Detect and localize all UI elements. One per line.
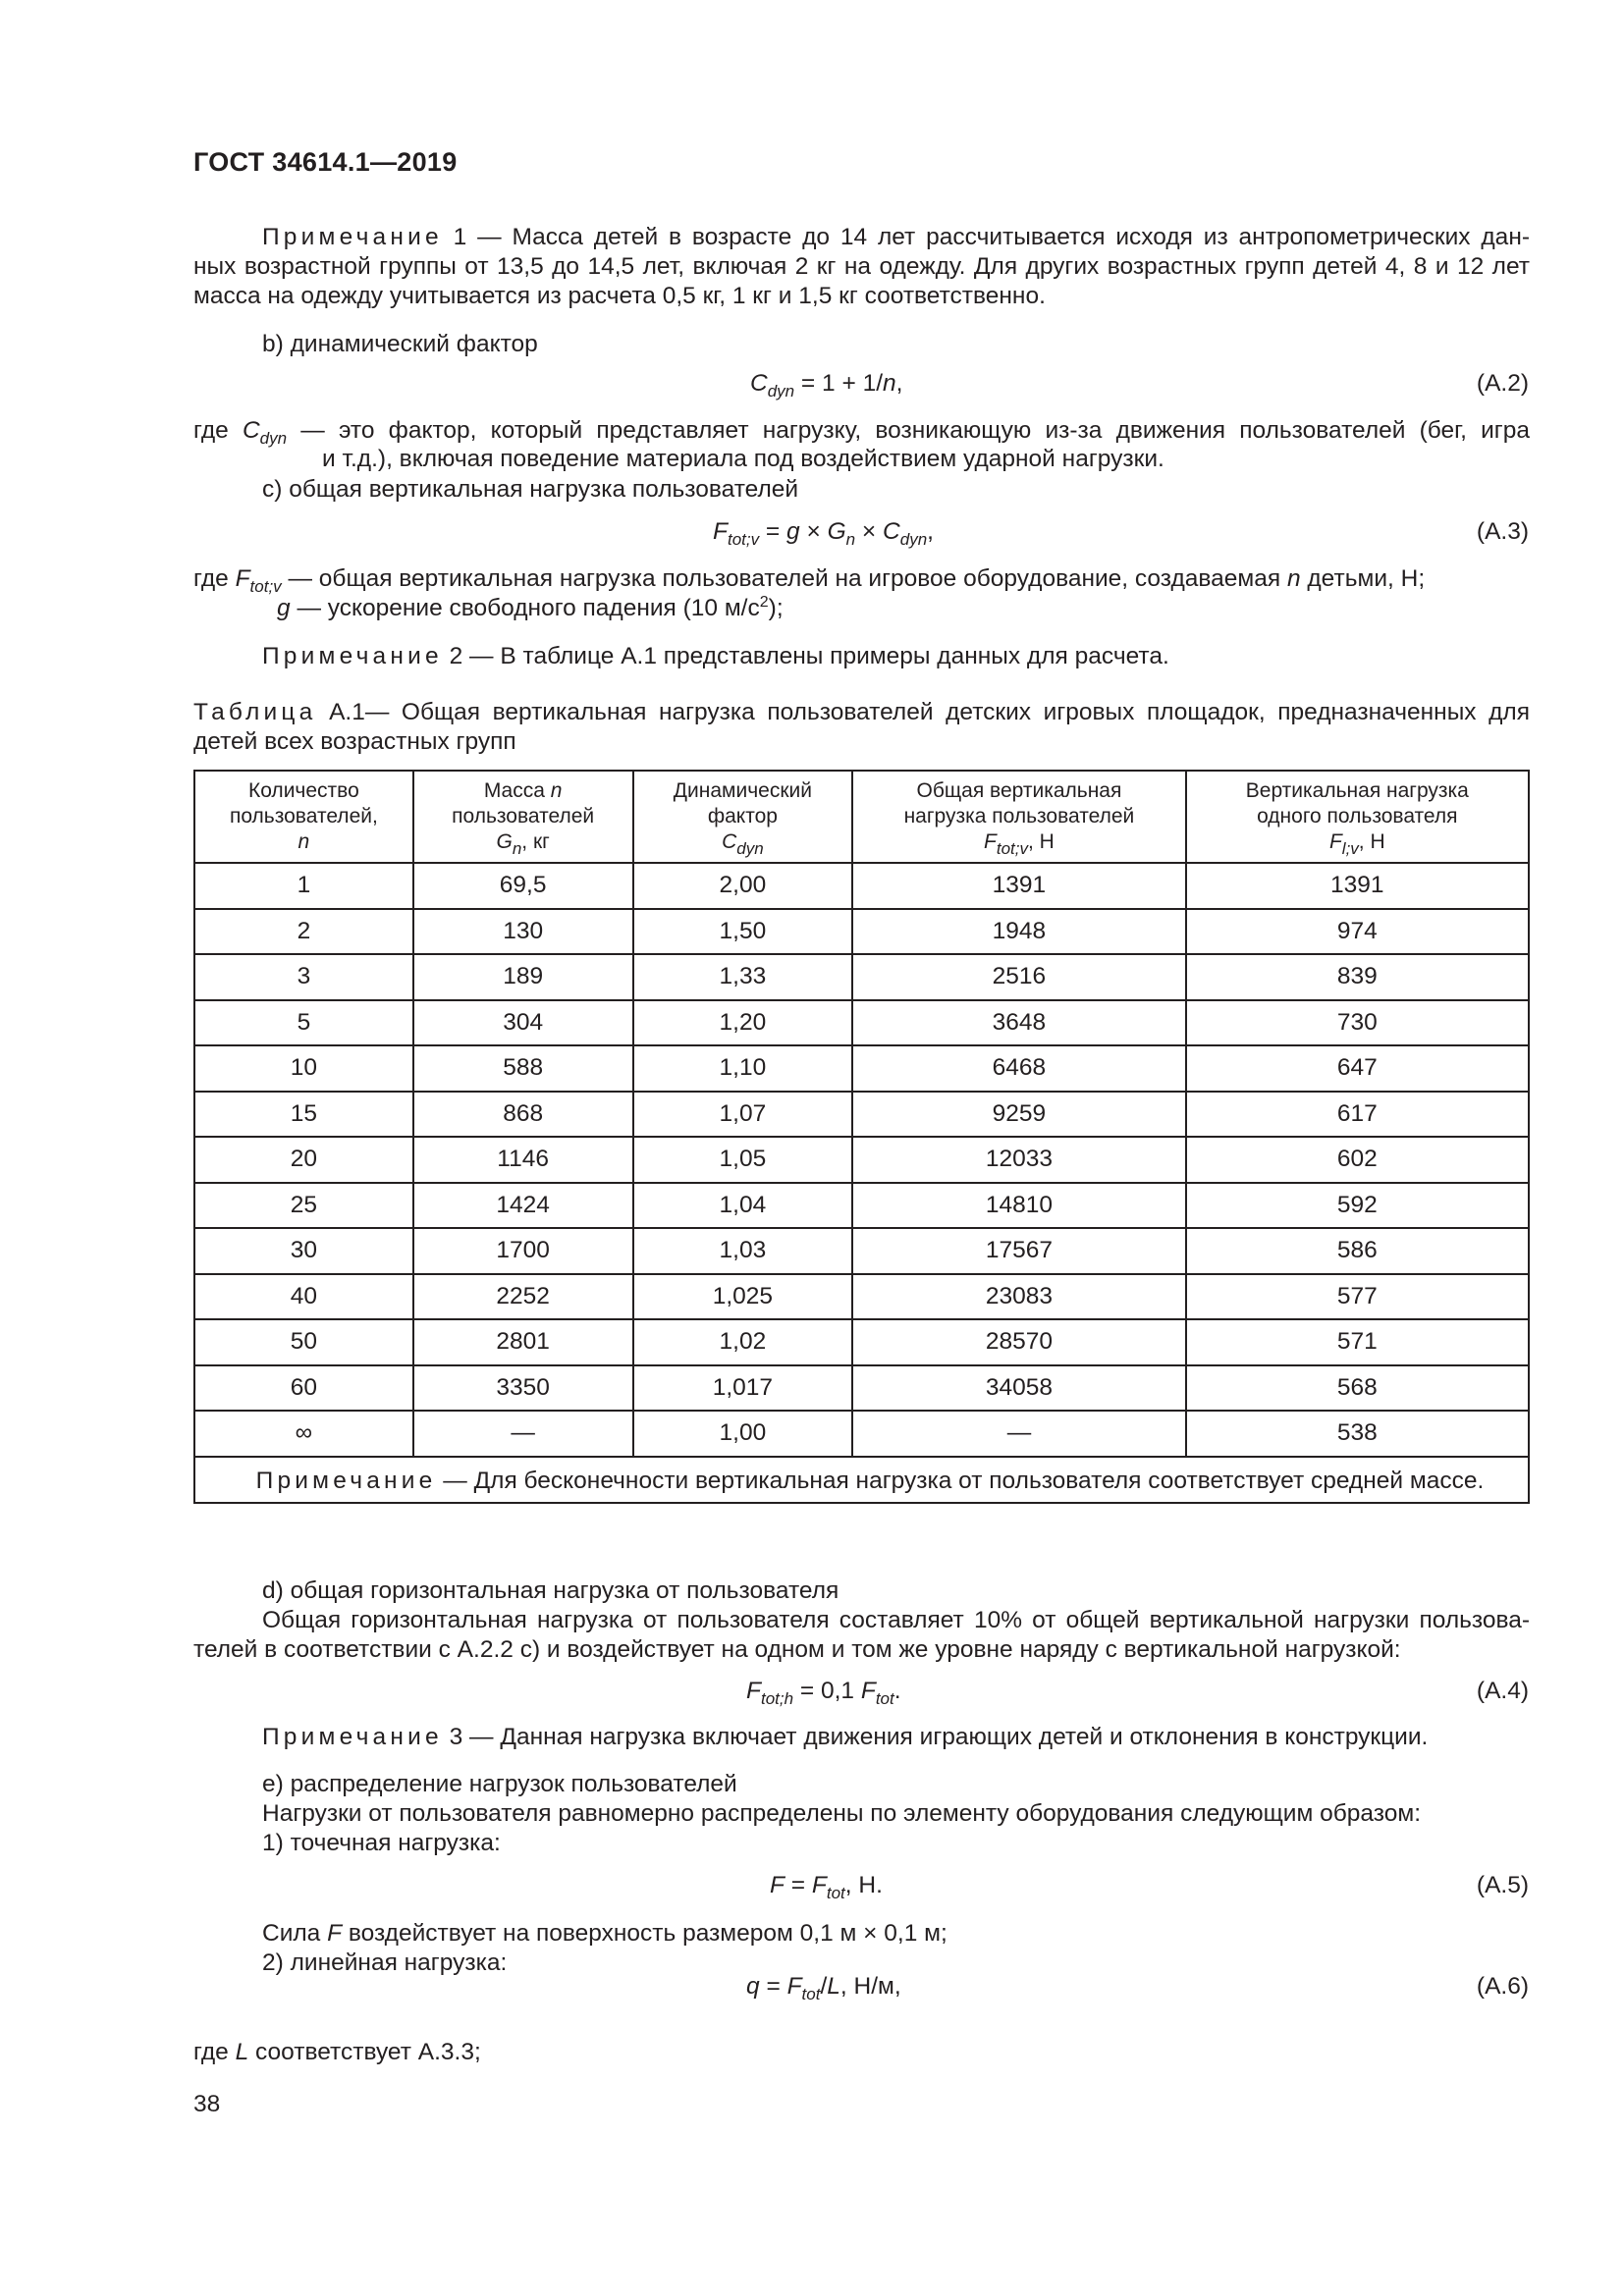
- table-cell: 568: [1186, 1365, 1529, 1412]
- table-cell: 571: [1186, 1319, 1529, 1365]
- table-cell: 1391: [852, 863, 1185, 909]
- table-cell: 189: [413, 954, 633, 1000]
- equation-a3-number: (А.3): [1476, 518, 1529, 545]
- item-b-heading: b) динамический фактор: [262, 331, 538, 357]
- table-cell: 588: [413, 1045, 633, 1092]
- table-cell: 2801: [413, 1319, 633, 1365]
- table-cell: 1,07: [633, 1092, 853, 1138]
- note1-line3: масса на одежду учитывается из расчета 0,5 кг, 1 кг и 1,5 кг соответственно.: [193, 283, 1046, 309]
- note1-line1: [262, 223, 1530, 252]
- table-row: [194, 1137, 1529, 1183]
- table-cell: 1,04: [633, 1183, 853, 1229]
- table-row: [194, 1045, 1529, 1092]
- table-cell: 592: [1186, 1183, 1529, 1229]
- table-cell: 3648: [852, 1000, 1185, 1046]
- table-cell: 974: [1186, 909, 1529, 955]
- table-cell: 1,10: [633, 1045, 853, 1092]
- table-cell: 1,02: [633, 1319, 853, 1365]
- table-cell: 538: [1186, 1411, 1529, 1457]
- table-cell: 730: [1186, 1000, 1529, 1046]
- table-row: [194, 1092, 1529, 1138]
- where-c-line1: где $F_{tot;v}$ — общая вертикальная нагрузка пользователей на игровое оборудование, создаваемая n детьми, Н;: [193, 565, 1426, 596]
- table-cell: 12033: [852, 1137, 1185, 1183]
- equation-a4-number: (А.4): [1476, 1678, 1529, 1704]
- header-single-user-load: Вертикальная нагрузка одного пользователя $F_{l;v}$, Н: [1186, 771, 1529, 863]
- table-cell: 1,017: [633, 1365, 853, 1412]
- table-cell: 2,00: [633, 863, 853, 909]
- header-dynamic-factor: Динамический фактор $C_{dyn}$: [633, 771, 853, 863]
- table-cell: 3: [194, 954, 413, 1000]
- loads-table: [193, 770, 1530, 1504]
- header-total-vertical-load: Общая вертикальная нагрузка пользователей $F_{tot;v}$, Н: [852, 771, 1185, 863]
- item-e2: 2) линейная нагрузка:: [262, 1949, 508, 1976]
- item-d-heading: d) общая горизонтальная нагрузка от пользователя: [262, 1577, 839, 1604]
- table-cell: 69,5: [413, 863, 633, 909]
- table-cell: 15: [194, 1092, 413, 1138]
- table-cell: 602: [1186, 1137, 1529, 1183]
- table-cell: 6468: [852, 1045, 1185, 1092]
- equation-a5-number: (А.5): [1476, 1872, 1529, 1898]
- note1-label: Примечание: [262, 224, 443, 250]
- table-cell: 1700: [413, 1228, 633, 1274]
- table-cell: 60: [194, 1365, 413, 1412]
- table-cell: 586: [1186, 1228, 1529, 1274]
- where-b-line1-text: — это фактор, который представляет нагрузку, возникающую из-за движения пользователей (бег, игра: [300, 417, 1530, 444]
- table-cell: 28570: [852, 1319, 1185, 1365]
- table-cell: 577: [1186, 1274, 1529, 1320]
- table-cell: 10: [194, 1045, 413, 1092]
- document-header: ГОСТ 34614.1—2019: [193, 147, 458, 177]
- table-cell: 130: [413, 909, 633, 955]
- page-number: 38: [193, 2091, 221, 2117]
- table-caption-line1: Таблица А.1— Общая вертикальная нагрузка пользователей детских игровых площадок, предназначенных для: [193, 699, 1530, 725]
- table-cell: 2516: [852, 954, 1185, 1000]
- table-cell: 30: [194, 1228, 413, 1274]
- where-l: где L соответствует А.3.3;: [193, 2039, 481, 2065]
- table-cell: 617: [1186, 1092, 1529, 1138]
- para-d-line1: Общая горизонтальная нагрузка от пользователя составляет 10% от общей вертикальной нагрузки пользова-: [262, 1607, 1530, 1633]
- table-cell: 23083: [852, 1274, 1185, 1320]
- table-row: [194, 1183, 1529, 1229]
- note1-line2: ных возрастной группы от 13,5 до 14,5 лет, включая 2 кг на одежду. Для других возрастных групп детей 4, 8 и 12 лет: [193, 253, 1530, 280]
- table-cell: 1,20: [633, 1000, 853, 1046]
- table-cell: 9259: [852, 1092, 1185, 1138]
- equation-a5: $F = F_{tot}$, Н.: [770, 1872, 883, 1902]
- table-cell: 1,50: [633, 909, 853, 955]
- table-row: [194, 1365, 1529, 1412]
- table-cell: 3350: [413, 1365, 633, 1412]
- table-cell: 1: [194, 863, 413, 909]
- table-cell: 5: [194, 1000, 413, 1046]
- item-e-heading: e) распределение нагрузок пользователей: [262, 1771, 737, 1797]
- table-cell: —: [852, 1411, 1185, 1457]
- equation-a4: $F_{tot;h} = 0,1$ $F_{tot}$.: [746, 1678, 901, 1708]
- para-force: Сила F воздействует на поверхность размером 0,1 м × 0,1 м;: [262, 1920, 947, 1947]
- table-cell: 50: [194, 1319, 413, 1365]
- where-b-line2: и т.д.), включая поведение материала под воздействием ударной нагрузки.: [322, 446, 1164, 472]
- table-row: [194, 1000, 1529, 1046]
- table-cell: 304: [413, 1000, 633, 1046]
- table-cell: 868: [413, 1092, 633, 1138]
- table-header-row: [194, 771, 1529, 863]
- table-row: [194, 909, 1529, 955]
- where-b-line1: где $C_{dyn}$ — это фактор, который представляет нагрузку, возникающую из-за движения пользователей (бег, игра: [193, 417, 1530, 448]
- equation-a6-number: (А.6): [1476, 1973, 1529, 2000]
- table-cell: 14810: [852, 1183, 1185, 1229]
- table-cell: 1,33: [633, 954, 853, 1000]
- table-cell: 1391: [1186, 863, 1529, 909]
- table-cell: 1948: [852, 909, 1185, 955]
- table-row: [194, 1228, 1529, 1274]
- note1-line1-text: 1 — Масса детей в возрасте до 14 лет рассчитывается исходя из антропометрических дан-: [453, 224, 1531, 250]
- equation-a2: $C_{dyn} = 1 + 1/n$,: [750, 370, 903, 400]
- table-note-row: [194, 1457, 1529, 1503]
- table-cell: 2: [194, 909, 413, 955]
- header-mass: Масса n пользователей $G_n$, кг: [413, 771, 633, 863]
- note3: Примечание 3 — Данная нагрузка включает движения играющих детей и отклонения в конструкции.: [262, 1724, 1429, 1750]
- table-cell: 1424: [413, 1183, 633, 1229]
- table-cell: 647: [1186, 1045, 1529, 1092]
- table-cell: 2252: [413, 1274, 633, 1320]
- equation-a2-number: (А.2): [1476, 370, 1529, 397]
- para-d-line2: телей в соответствии с А.2.2 c) и воздействует на одном и том же уровне наряду с вертикальной нагрузкой:: [193, 1636, 1401, 1663]
- note2: Примечание 2 — В таблице А.1 представлены примеры данных для расчета.: [262, 643, 1169, 669]
- table-cell: —: [413, 1411, 633, 1457]
- table-cell: 17567: [852, 1228, 1185, 1274]
- table-cell: 1,05: [633, 1137, 853, 1183]
- table-cell: 1,03: [633, 1228, 853, 1274]
- where-c-line2: g — ускорение свободного падения (10 $м/с^2$);: [277, 594, 784, 621]
- table-row: [194, 1274, 1529, 1320]
- table-cell: 20: [194, 1137, 413, 1183]
- table-cell: ∞: [194, 1411, 413, 1457]
- equation-a3: $F_{tot;v} = g \times G_n \times C_{dyn}$,: [713, 518, 934, 549]
- table-row: [194, 863, 1529, 909]
- para-e: Нагрузки от пользователя равномерно распределены по элементу оборудования следующим образом:: [262, 1800, 1422, 1827]
- table-cell: 1146: [413, 1137, 633, 1183]
- table-row: [194, 954, 1529, 1000]
- item-c-heading: c) общая вертикальная нагрузка пользователей: [262, 476, 799, 503]
- table-note: Примечание — Для бесконечности вертикальная нагрузка от пользователя соответствует средней массе.: [194, 1457, 1529, 1503]
- table-cell: 1,025: [633, 1274, 853, 1320]
- equation-a6: $q = F_{tot}/L$, Н/м,: [746, 1973, 901, 2003]
- table-cell: 1,00: [633, 1411, 853, 1457]
- table-caption-line2: детей всех возрастных групп: [193, 728, 516, 755]
- table-cell: 839: [1186, 954, 1529, 1000]
- table-cell: 34058: [852, 1365, 1185, 1412]
- table-cell: 40: [194, 1274, 413, 1320]
- table-row: [194, 1411, 1529, 1457]
- table-row: [194, 1319, 1529, 1365]
- header-count: Количество пользователей, n: [194, 771, 413, 863]
- table-cell: 25: [194, 1183, 413, 1229]
- item-e1: 1) точечная нагрузка:: [262, 1830, 501, 1856]
